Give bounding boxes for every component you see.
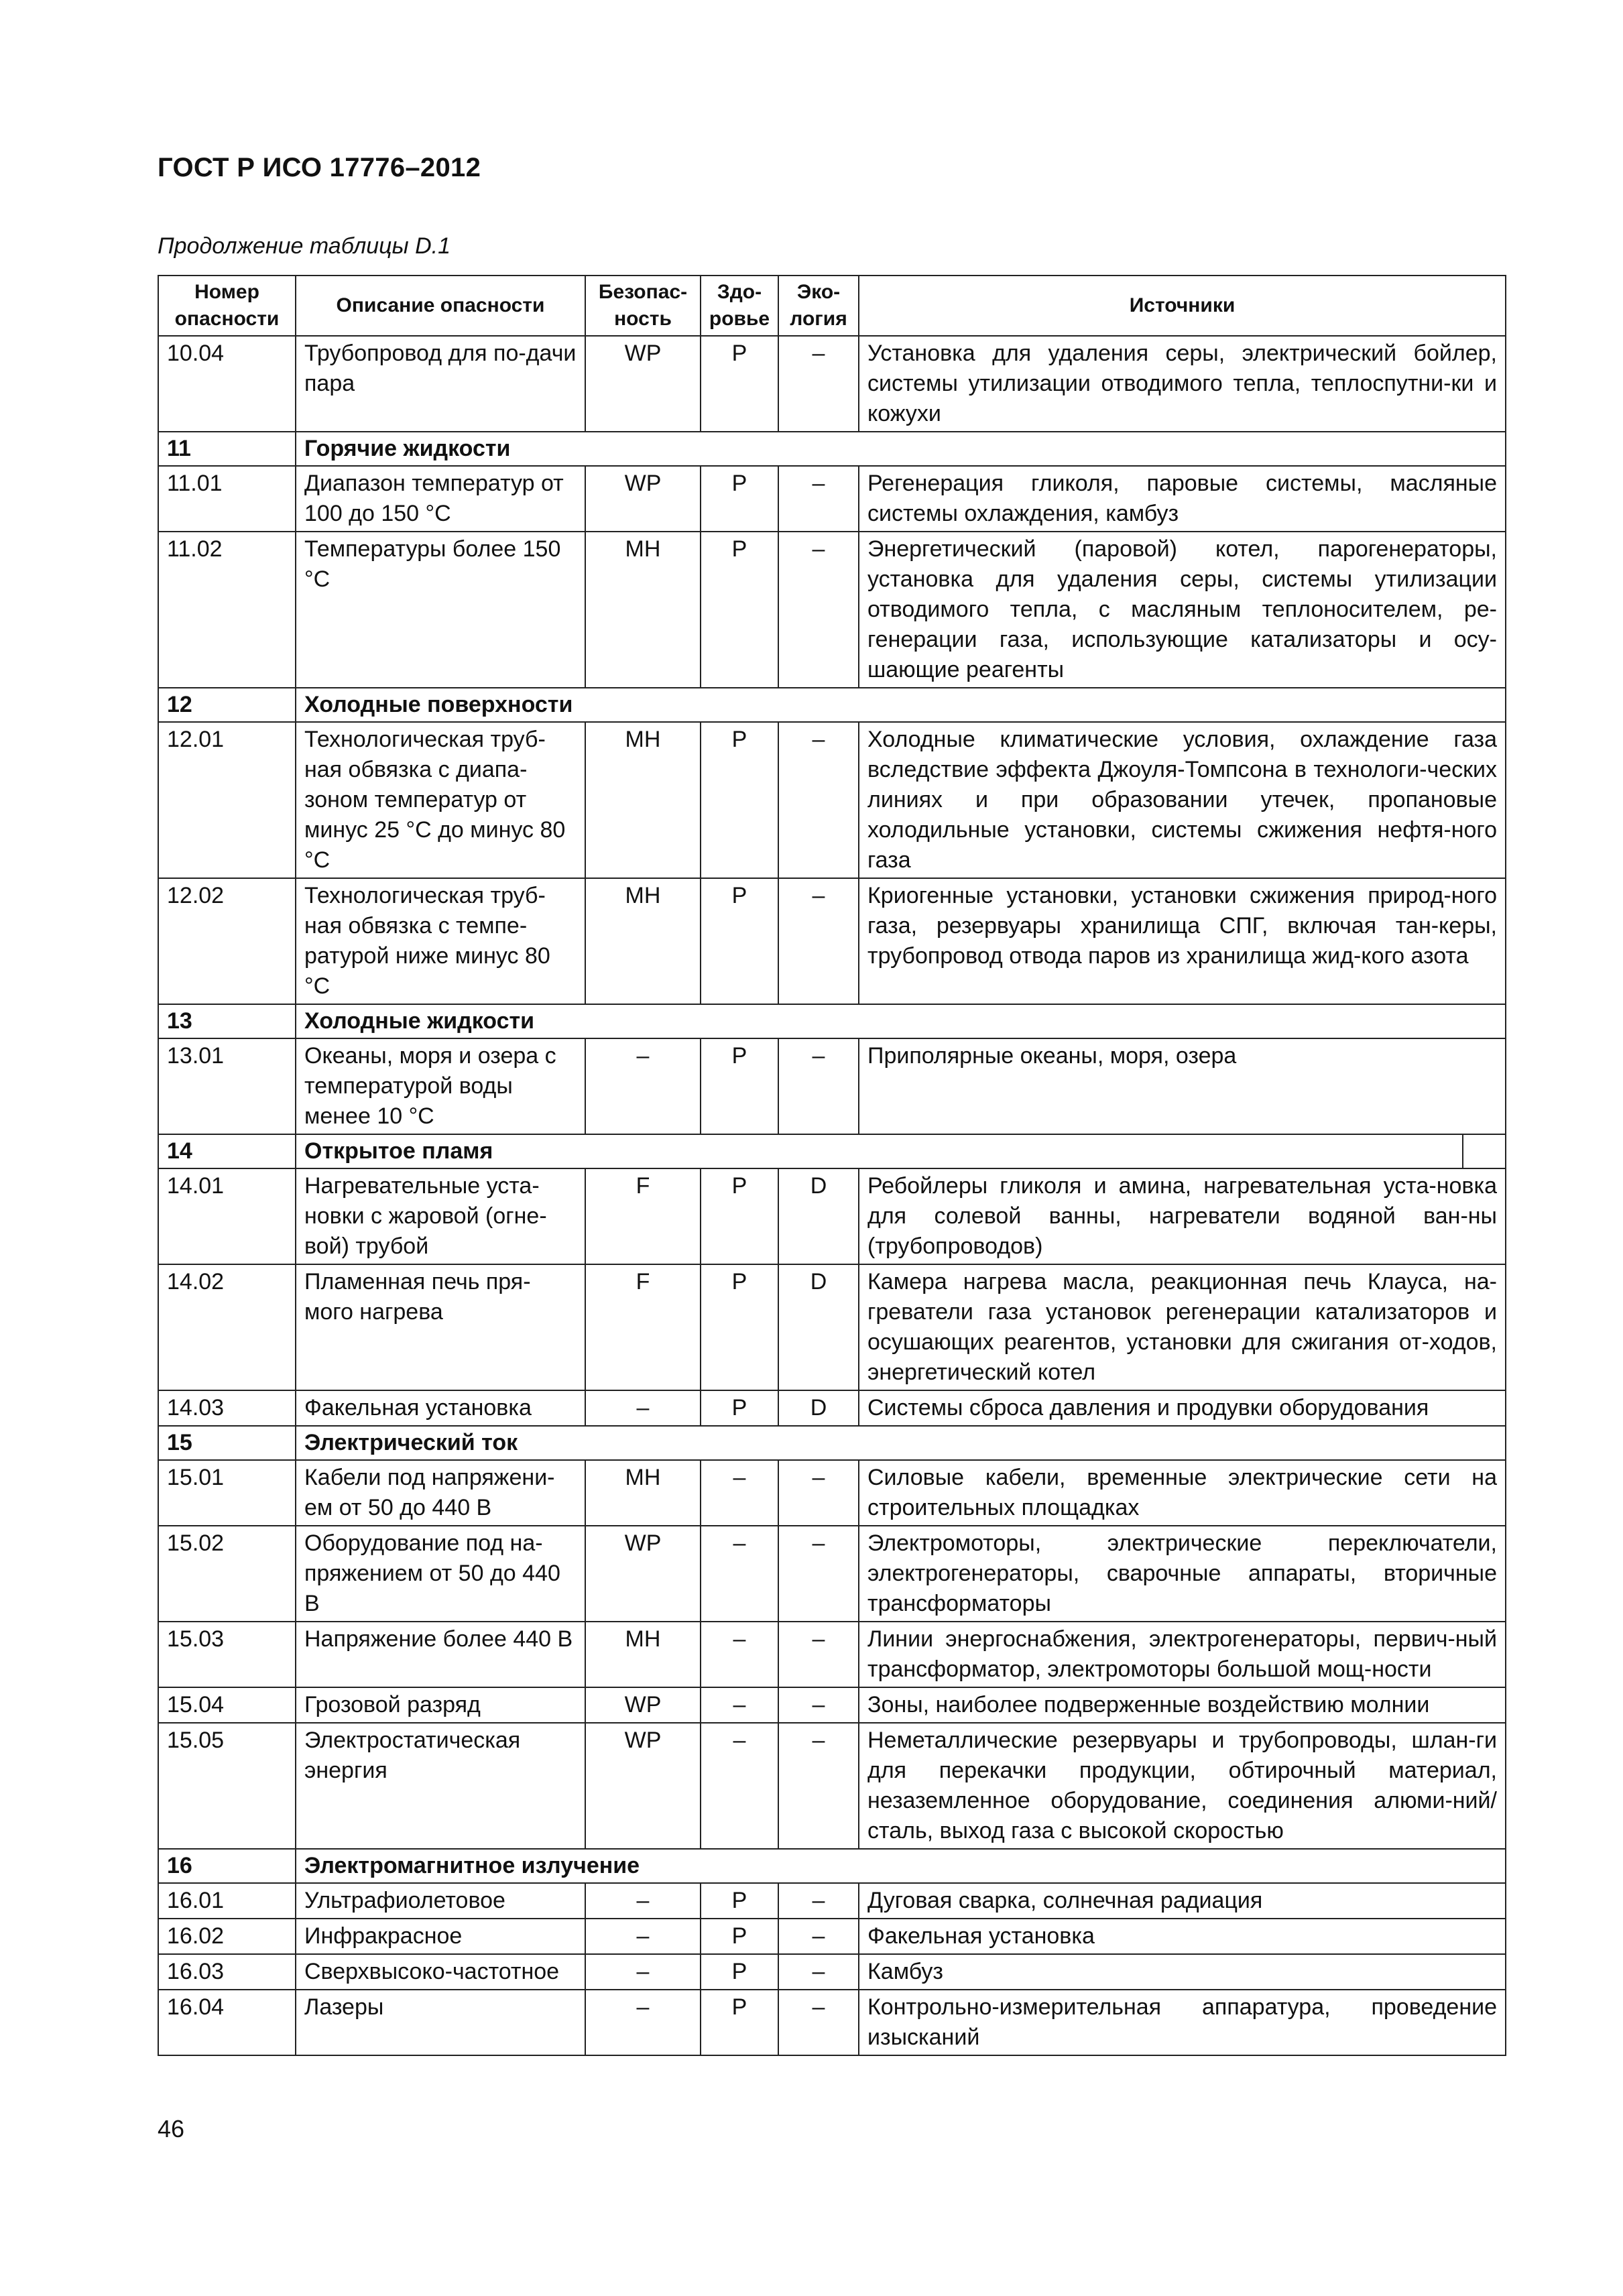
group-header-row	[158, 1004, 1506, 1038]
group-title: Горячие жидкости	[296, 432, 1506, 466]
hazard-number: 14.03	[158, 1390, 296, 1426]
hazard-number: 16.01	[158, 1883, 296, 1919]
hazard-description: Сверхвысоко-частотное	[296, 1954, 585, 1990]
group-title: Электромагнитное излучение	[296, 1849, 1506, 1883]
hazard-number: 15.01	[158, 1460, 296, 1526]
ecology-value: –	[778, 1919, 859, 1954]
table-row	[158, 1919, 1506, 1954]
hazard-sources: Камбуз	[859, 1954, 1506, 1990]
hazard-number: 14.01	[158, 1168, 296, 1264]
health-value: P	[701, 1390, 778, 1426]
header-hazard-number: Номер опасности	[158, 276, 296, 336]
ecology-value: –	[778, 1622, 859, 1687]
hazard-description: Трубопровод для по-дачи пара	[296, 336, 585, 432]
group-code: 14	[158, 1134, 296, 1168]
hazard-sources: Факельная установка	[859, 1919, 1506, 1954]
safety-value: WP	[585, 1687, 701, 1723]
health-value: P	[701, 1954, 778, 1990]
hazard-number: 16.03	[158, 1954, 296, 1990]
hazard-sources: Камера нагрева масла, реакционная печь Клауса, на-греватели газа установок регенерации катализаторов и осушающих реагентов, установки для сжигания от-ходов, энергетический котел	[859, 1264, 1506, 1390]
safety-value: WP	[585, 466, 701, 532]
hazard-description: Кабели под напряжени-ем от 50 до 440 В	[296, 1460, 585, 1526]
health-value: P	[701, 878, 778, 1004]
group-header-row	[158, 432, 1506, 466]
table-row	[158, 1687, 1506, 1723]
hazard-description: Ультрафиолетовое	[296, 1883, 585, 1919]
health-value: P	[701, 1168, 778, 1264]
header-safety: Безопас-ность	[585, 276, 701, 336]
header-hazard-description: Описание опасности	[296, 276, 585, 336]
ecology-value: –	[778, 466, 859, 532]
table-body	[158, 336, 1506, 2055]
hazard-sources: Неметаллические резервуары и трубопроводы, шлан-ги для перекачки продукции, обтирочный материал, незаземленное оборудование, соединения алюми-ний/сталь, выход газа с высокой скоростью	[859, 1723, 1506, 1849]
health-value: P	[701, 1990, 778, 2055]
ecology-value: D	[778, 1264, 859, 1390]
group-title: Открытое пламя	[296, 1134, 859, 1168]
health-value: P	[701, 722, 778, 878]
ecology-value: –	[778, 1460, 859, 1526]
hazard-description: Факельная установка	[296, 1390, 585, 1426]
health-value: P	[701, 532, 778, 688]
table-row	[158, 1168, 1506, 1264]
ecology-value: –	[778, 1883, 859, 1919]
hazard-description: Напряжение более 440 В	[296, 1622, 585, 1687]
hazard-sources: Линии энергоснабжения, электрогенераторы, первич-ный трансформатор, электромоторы большой мощ-ности	[859, 1622, 1506, 1687]
table-row	[158, 1390, 1506, 1426]
hazard-number: 15.05	[158, 1723, 296, 1849]
table-row	[158, 878, 1506, 1004]
document-code: ГОСТ Р ИСО 17776–2012	[158, 153, 481, 182]
group-header-row	[158, 1849, 1506, 1883]
ecology-value: –	[778, 1723, 859, 1849]
table-caption: Продолжение таблицы D.1	[158, 233, 450, 259]
hazard-description: Нагревательные уста-новки с жаровой (огне-вой) трубой	[296, 1168, 585, 1264]
hazard-sources: Приполярные океаны, моря, озера	[859, 1038, 1506, 1134]
hazard-description: Инфракрасное	[296, 1919, 585, 1954]
hazard-description: Океаны, моря и озера с температурой воды менее 10 °C	[296, 1038, 585, 1134]
health-value: P	[701, 466, 778, 532]
table-row	[158, 1883, 1506, 1919]
ecology-value: –	[778, 722, 859, 878]
table-row	[158, 1954, 1506, 1990]
health-value: –	[701, 1526, 778, 1622]
hazard-description: Оборудование под на-пряжением от 50 до 440 В	[296, 1526, 585, 1622]
group-code: 11	[158, 432, 296, 466]
safety-value: –	[585, 1919, 701, 1954]
hazard-sources: Энергетический (паровой) котел, парогенераторы, установка для удаления серы, системы утилизации отводимого тепла, с масляным теплоносителем, ре-генерации газа, использующие катализаторы и осу-шающие реагенты	[859, 532, 1506, 688]
table-row	[158, 1526, 1506, 1622]
header-ecology: Эко-логия	[778, 276, 859, 336]
table-row	[158, 722, 1506, 878]
hazard-number: 16.04	[158, 1990, 296, 2055]
health-value: P	[701, 336, 778, 432]
ecology-value: –	[778, 532, 859, 688]
hazard-number: 15.04	[158, 1687, 296, 1723]
safety-value: WP	[585, 1526, 701, 1622]
hazard-description: Пламенная печь пря-мого нагрева	[296, 1264, 585, 1390]
hazard-sources: Силовые кабели, временные электрические сети на строительных площадках	[859, 1460, 1506, 1526]
safety-value: MH	[585, 532, 701, 688]
ecology-value: –	[778, 336, 859, 432]
health-value: P	[701, 1919, 778, 1954]
header-sources: Источники	[859, 276, 1506, 336]
hazard-number: 11.01	[158, 466, 296, 532]
ecology-value: D	[778, 1168, 859, 1264]
health-value: P	[701, 1038, 778, 1134]
hazard-number: 10.04	[158, 336, 296, 432]
ecology-value: –	[778, 878, 859, 1004]
group-code: 15	[158, 1426, 296, 1460]
group-header-row	[158, 688, 1506, 722]
hazard-description: Диапазон температур от 100 до 150 °C	[296, 466, 585, 532]
hazard-number: 12.01	[158, 722, 296, 878]
hazard-sources: Системы сброса давления и продувки оборудования	[859, 1390, 1506, 1426]
table-row	[158, 532, 1506, 688]
table-row	[158, 466, 1506, 532]
hazard-sources: Контрольно-измерительная аппаратура, проведение изысканий	[859, 1990, 1506, 2055]
safety-value: WP	[585, 336, 701, 432]
table-row	[158, 336, 1506, 432]
hazard-description: Технологическая труб-ная обвязка с диапа-зоном температур от минус 25 °C до минус 80 °C	[296, 722, 585, 878]
health-value: –	[701, 1687, 778, 1723]
safety-value: MH	[585, 878, 701, 1004]
hazard-sources: Холодные климатические условия, охлаждение газа вследствие эффекта Джоуля-Томпсона в технологи-ческих линиях и при образовании утечек, пропановые холодильные установки, системы сжижения нефтя-ного газа	[859, 722, 1506, 878]
group-header-row	[158, 1426, 1506, 1460]
safety-value: MH	[585, 1622, 701, 1687]
table-row	[158, 1264, 1506, 1390]
ecology-value: –	[778, 1687, 859, 1723]
safety-value: –	[585, 1954, 701, 1990]
hazard-description: Технологическая труб-ная обвязка с темпе-ратурой ниже минус 80 °C	[296, 878, 585, 1004]
hazard-description: Лазеры	[296, 1990, 585, 2055]
hazard-number: 15.03	[158, 1622, 296, 1687]
safety-value: –	[585, 1883, 701, 1919]
group-title: Холодные жидкости	[296, 1004, 1506, 1038]
safety-value: WP	[585, 1723, 701, 1849]
health-value: –	[701, 1622, 778, 1687]
safety-value: –	[585, 1390, 701, 1426]
safety-value: F	[585, 1264, 701, 1390]
table-row	[158, 1622, 1506, 1687]
hazard-sources: Ребойлеры гликоля и амина, нагревательная уста-новка для солевой ванны, нагреватели водяной ван-ны (трубопроводов)	[859, 1168, 1506, 1264]
hazard-sources: Электромоторы, электрические переключатели, электрогенераторы, сварочные аппараты, вторичные трансформаторы	[859, 1526, 1506, 1622]
hazard-sources: Дуговая сварка, солнечная радиация	[859, 1883, 1506, 1919]
ecology-value: D	[778, 1390, 859, 1426]
hazard-sources: Установка для удаления серы, электрический бойлер, системы утилизации отводимого тепла, теплоспутни-ки и кожухи	[859, 336, 1506, 432]
table-row	[158, 1460, 1506, 1526]
hazard-description: Электростатическая энергия	[296, 1723, 585, 1849]
hazard-description: Температуры более 150 °C	[296, 532, 585, 688]
ecology-value: –	[778, 1038, 859, 1134]
safety-value: F	[585, 1168, 701, 1264]
safety-value: –	[585, 1038, 701, 1134]
hazard-description: Грозовой разряд	[296, 1687, 585, 1723]
table-row	[158, 1038, 1506, 1134]
hazard-number: 14.02	[158, 1264, 296, 1390]
ecology-value: –	[778, 1526, 859, 1622]
group-code: 12	[158, 688, 296, 722]
health-value: P	[701, 1264, 778, 1390]
empty-box	[1462, 1135, 1505, 1168]
health-value: –	[701, 1723, 778, 1849]
group-empty-cell	[859, 1134, 1506, 1168]
table-row	[158, 1990, 1506, 2055]
group-code: 16	[158, 1849, 296, 1883]
group-title: Холодные поверхности	[296, 688, 1506, 722]
hazard-number: 11.02	[158, 532, 296, 688]
hazard-number: 16.02	[158, 1919, 296, 1954]
group-code: 13	[158, 1004, 296, 1038]
health-value: –	[701, 1460, 778, 1526]
group-title: Электрический ток	[296, 1426, 1506, 1460]
ecology-value: –	[778, 1990, 859, 2055]
safety-value: MH	[585, 1460, 701, 1526]
hazard-sources: Зоны, наиболее подверженные воздействию молнии	[859, 1687, 1506, 1723]
safety-value: MH	[585, 722, 701, 878]
hazard-number: 12.02	[158, 878, 296, 1004]
table-header-row	[158, 276, 1506, 336]
hazard-sources: Криогенные установки, установки сжижения природ-ного газа, резервуары хранилища СПГ, включая тан-керы, трубопровод отвода паров из хранилища жид-кого азота	[859, 878, 1506, 1004]
hazard-sources: Регенерация гликоля, паровые системы, масляные системы охлаждения, камбуз	[859, 466, 1506, 532]
safety-value: –	[585, 1990, 701, 2055]
health-value: P	[701, 1883, 778, 1919]
ecology-value: –	[778, 1954, 859, 1990]
page-number: 46	[158, 2115, 185, 2142]
hazard-number: 15.02	[158, 1526, 296, 1622]
hazard-number: 13.01	[158, 1038, 296, 1134]
group-header-row	[158, 1134, 1506, 1168]
hazards-table	[158, 275, 1506, 2056]
table-row	[158, 1723, 1506, 1849]
header-health: Здо-ровье	[701, 276, 778, 336]
